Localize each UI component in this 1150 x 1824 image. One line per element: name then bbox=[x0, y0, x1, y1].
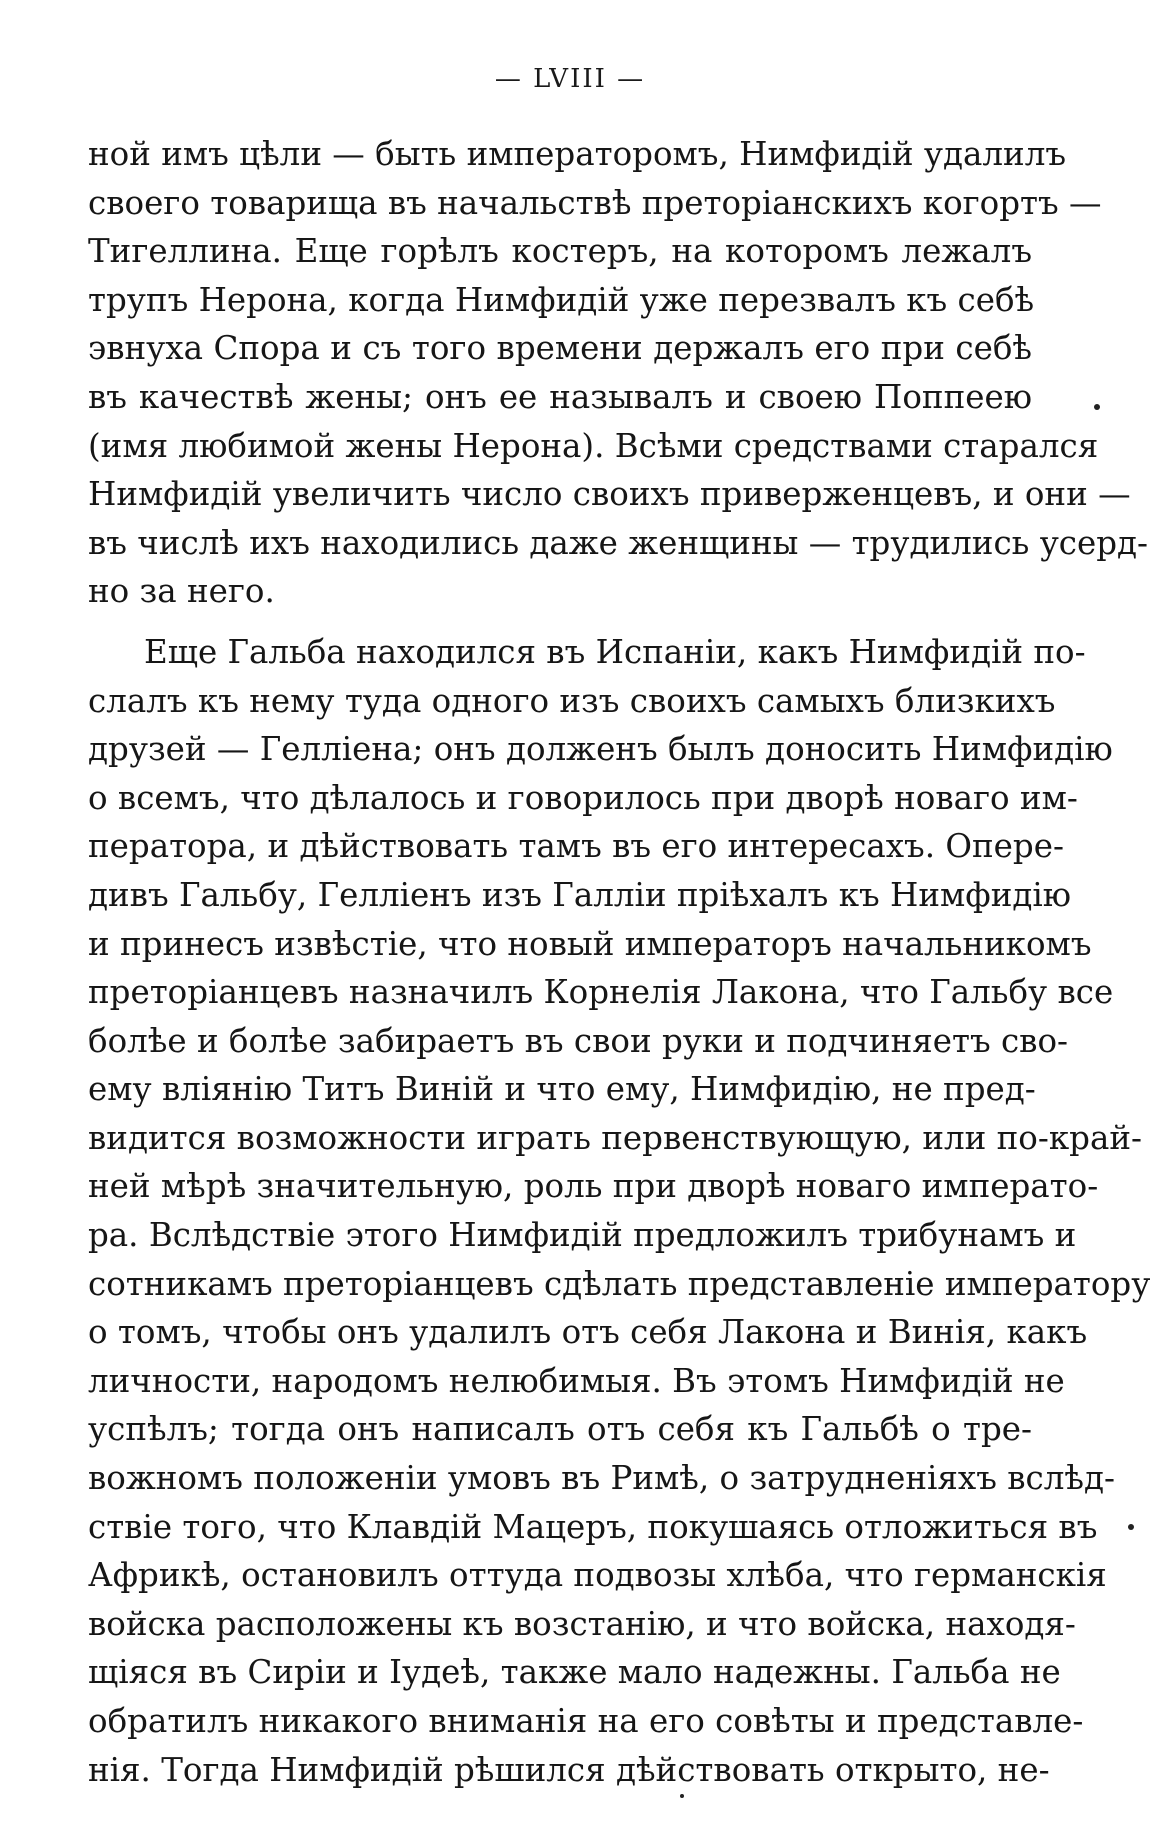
paragraph bbox=[88, 628, 1150, 1794]
text-line: и принесъ извѣстіе, что новый императоръ начальникомъ bbox=[88, 924, 1092, 963]
text-line: своего товарища въ начальствѣ преторіанскихъ когортъ — bbox=[88, 183, 1102, 222]
text-line: но за него. bbox=[88, 572, 275, 611]
text-line: щіяся въ Сиріи и Іудеѣ, также мало надежны. Гальба не bbox=[88, 1653, 1061, 1692]
text-line: ной имъ цѣли — быть императоромъ, Нимфидій удалилъ bbox=[88, 135, 1067, 173]
text-line: личности, народомъ нелюбимыя. Въ этомъ Нимфидій не bbox=[88, 1361, 1065, 1400]
text-line: успѣлъ; тогда онъ написалъ отъ себя къ Гальбѣ о тре- bbox=[88, 1410, 1032, 1449]
text-line: сотникамъ преторіанцевъ сдѣлать представленіе императору bbox=[88, 1264, 1150, 1303]
text-line: вожномъ положеніи умовъ въ Римѣ, о затрудненіяхъ вслѣд- bbox=[88, 1459, 1115, 1498]
text-line: ней мѣрѣ значительную, роль при дворѣ новаго императо- bbox=[88, 1167, 1099, 1206]
text-line: (имя любимой жены Нерона). Всѣми средствами старался bbox=[88, 426, 1099, 465]
text-line: преторіанцевъ назначилъ Корнелія Лакона, что Гальбу все bbox=[88, 973, 1114, 1012]
ink-speck bbox=[1094, 404, 1100, 410]
text-line: ра. Вслѣдствіе этого Нимфидій предложилъ трибунамъ и bbox=[88, 1216, 1077, 1255]
text-line: нія. Тогда Нимфидій рѣшился дѣйствовать открыто, не- bbox=[88, 1750, 1050, 1789]
text-line: ему вліянію Титъ Виній и что ему, Нимфидію, не пред- bbox=[88, 1070, 1036, 1109]
text-line: ператора, и дѣйствовать тамъ въ его интересахъ. Опере- bbox=[88, 827, 1064, 866]
text-line: слалъ къ нему туда одного изъ своихъ самыхъ близкихъ bbox=[88, 681, 1056, 720]
text-line: Тигеллина. Еще горѣлъ костеръ, на которомъ лежалъ bbox=[88, 232, 1032, 271]
paragraph-gap bbox=[88, 616, 1032, 628]
text-line: обратилъ никакого вниманія на его совѣты и представле- bbox=[88, 1702, 1084, 1740]
ink-speck bbox=[680, 1794, 684, 1798]
text-line: видится возможности играть первенствующую, или по-край- bbox=[88, 1118, 1142, 1157]
text-line: въ числѣ ихъ находились даже женщины — трудились усерд- bbox=[88, 523, 1149, 562]
text-line: войска расположены къ возстанію, и что войска, находя- bbox=[88, 1604, 1076, 1643]
text-line: о всемъ, что дѣлалось и говорилось при дворѣ новаго им- bbox=[88, 778, 1078, 817]
text-line: ствіе того, что Клавдій Мацеръ, покушаясь отложиться въ bbox=[88, 1507, 1098, 1546]
text-line: Африкѣ, остановилъ оттуда подвозы хлѣба, что германскія bbox=[88, 1556, 1107, 1595]
text-line: друзей — Гелліена; онъ долженъ былъ доносить Нимфидію bbox=[88, 730, 1113, 769]
text-line: Еще Гальба находился въ Испаніи, какъ Нимфидій по- bbox=[144, 632, 1086, 671]
text-line: о томъ, чтобы онъ удалилъ отъ себя Лакона и Винія, какъ bbox=[88, 1313, 1088, 1352]
text-line: болѣе и болѣе забираетъ въ свои руки и подчиняетъ сво- bbox=[88, 1021, 1069, 1060]
body-text bbox=[88, 130, 1150, 1794]
text-line: эвнуха Спора и съ того времени держалъ его при себѣ bbox=[88, 329, 1032, 368]
text-line: дивъ Гальбу, Гелліенъ изъ Галліи пріѣхалъ къ Нимфидію bbox=[88, 875, 1072, 914]
text-line: трупъ Нерона, когда Нимфидій уже перезвалъ къ себѣ bbox=[88, 280, 1035, 319]
page-number: — LVIII — bbox=[494, 64, 646, 94]
paragraph bbox=[88, 130, 1149, 616]
text-line: въ качествѣ жены; онъ ее называлъ и своею Поппеею bbox=[88, 377, 1032, 416]
text-line: Нимфидій увеличить число своихъ приверженцевъ, и они — bbox=[88, 475, 1131, 514]
ink-speck bbox=[1128, 1524, 1134, 1530]
